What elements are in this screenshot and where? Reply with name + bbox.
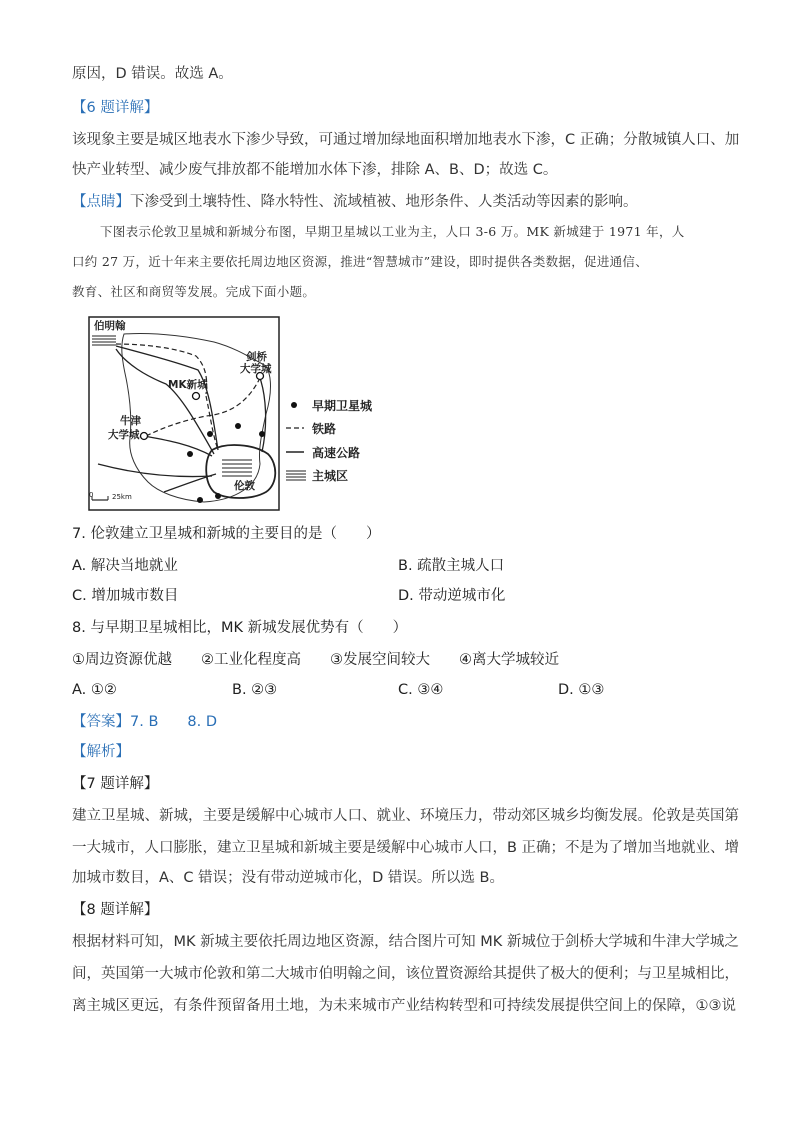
d7-line-2: 一大城市，人口膨胀，建立卫星城和新城主要是缓解中心城市人口，B 正确；不是为了增加当地就业、增 — [72, 840, 740, 856]
d8-line-3: 离主城区更远，有条件预留备用土地，为未来城市产业结构转型和可持续发展提供空间上的保障，①③说 — [72, 998, 736, 1014]
tip-tag: 【点睛】 — [72, 194, 130, 210]
mk-new-town-marker — [193, 393, 200, 400]
svg-text:主城区: 主城区 — [312, 469, 349, 483]
line-3: 该现象主要是城区地表水下渗少导致，可通过增加绿地面积增加地表水下渗，C 正确；分散城镇人口、加 — [72, 132, 740, 148]
q8-stem: 8. 与早期卫星城相比，MK 新城发展优势有（ ） — [72, 620, 408, 636]
q8-option-d: D. ①③ — [558, 682, 605, 698]
q7-option-a: A. 解决当地就业 — [72, 558, 178, 574]
q7-option-c: C. 增加城市数目 — [72, 588, 179, 604]
q8-option-a: A. ①② — [72, 682, 117, 698]
line-4: 快产业转型、减少废气排放都不能增加水体下渗，排除 A、B、D；故选 C。 — [72, 162, 558, 178]
d8-line-2: 间，英国第一大城市伦敦和第二大城市伯明翰之间，该位置资源给其提供了极大的便利；与卫星城相比， — [72, 966, 739, 982]
london-satellite-city-map — [86, 314, 386, 514]
answer-line — [72, 712, 217, 732]
q7-option-d: D. 带动逆城市化 — [398, 588, 506, 604]
d8-line-1: 根据材料可知，MK 新城主要依托周边地区资源，结合图片可知 MK 新城位于剑桥大学城和牛津大学城之 — [72, 934, 739, 950]
q7-stem: 7. 伦敦建立卫星城和新城的主要目的是（ ） — [72, 526, 381, 542]
material-line-1: 下图表示伦敦卫星城和新城分布图，早期卫星城以工业为主，人口 3-6 万。MK 新城建于 1971 年，人 — [100, 224, 685, 239]
scale-bar — [89, 491, 132, 501]
svg-text:早期卫星城: 早期卫星城 — [312, 399, 373, 413]
section-title-q6: 【6 题详解】 — [72, 100, 159, 116]
london-label: 伦敦 — [234, 480, 255, 492]
cambridge-label-1: 剑桥 — [246, 351, 267, 363]
line-1: 原因，D 错误。故选 A。 — [72, 66, 233, 82]
d7-line-3: 加城市数目，A、C 错误；没有带动逆城市化，D 错误。所以选 B。 — [72, 870, 504, 886]
q8-option-c: C. ③④ — [398, 682, 444, 698]
tip-line — [72, 192, 638, 212]
svg-text:25km: 25km — [112, 493, 132, 501]
material-line-3: 教育、社区和商贸等发展。完成下面小题。 — [72, 284, 316, 299]
q7-option-b: B. 疏散主城人口 — [398, 558, 505, 574]
d7-line-1: 建立卫星城、新城，主要是缓解中心城市人口、就业、环境压力，带动郊区城乡均衡发展。伦敦是英国第 — [72, 808, 739, 824]
birmingham-urban-area — [92, 336, 116, 345]
map-legend — [286, 398, 373, 483]
d8-title: 【8 题详解】 — [72, 902, 159, 918]
cambridge-label-2: 大学城 — [240, 363, 272, 375]
svg-text:高速公路: 高速公路 — [312, 446, 361, 460]
birmingham-label: 伯明翰 — [94, 320, 126, 332]
answer-tag: 【答案】 — [72, 714, 130, 730]
oxford-marker — [141, 433, 148, 440]
oxford-label-2: 大学城 — [108, 429, 140, 441]
tip-text: 下渗受到土壤特性、降水特性、流域植被、地形条件、人类活动等因素的影响。 — [130, 194, 638, 210]
mk-label: MK新城 — [168, 379, 208, 391]
d7-title: 【7 题详解】 — [72, 776, 159, 792]
q8-items: ①周边资源优越 ②工业化程度高 ③发展空间较大 ④离大学城较近 — [72, 652, 559, 668]
answer-text: 7. B 8. D — [130, 714, 217, 730]
q8-option-b: B. ②③ — [232, 682, 278, 698]
oxford-label-1: 牛津 — [120, 415, 141, 427]
svg-text:0: 0 — [89, 491, 94, 499]
analysis-title: 【解析】 — [72, 744, 130, 760]
material-line-2: 口约 27 万，近十年来主要依托周边地区资源，推进“智慧城市”建设，即时提供各类数据，促进通信、 — [72, 254, 649, 269]
london-urban-hatch — [222, 460, 252, 476]
svg-text:铁路: 铁路 — [312, 422, 337, 436]
